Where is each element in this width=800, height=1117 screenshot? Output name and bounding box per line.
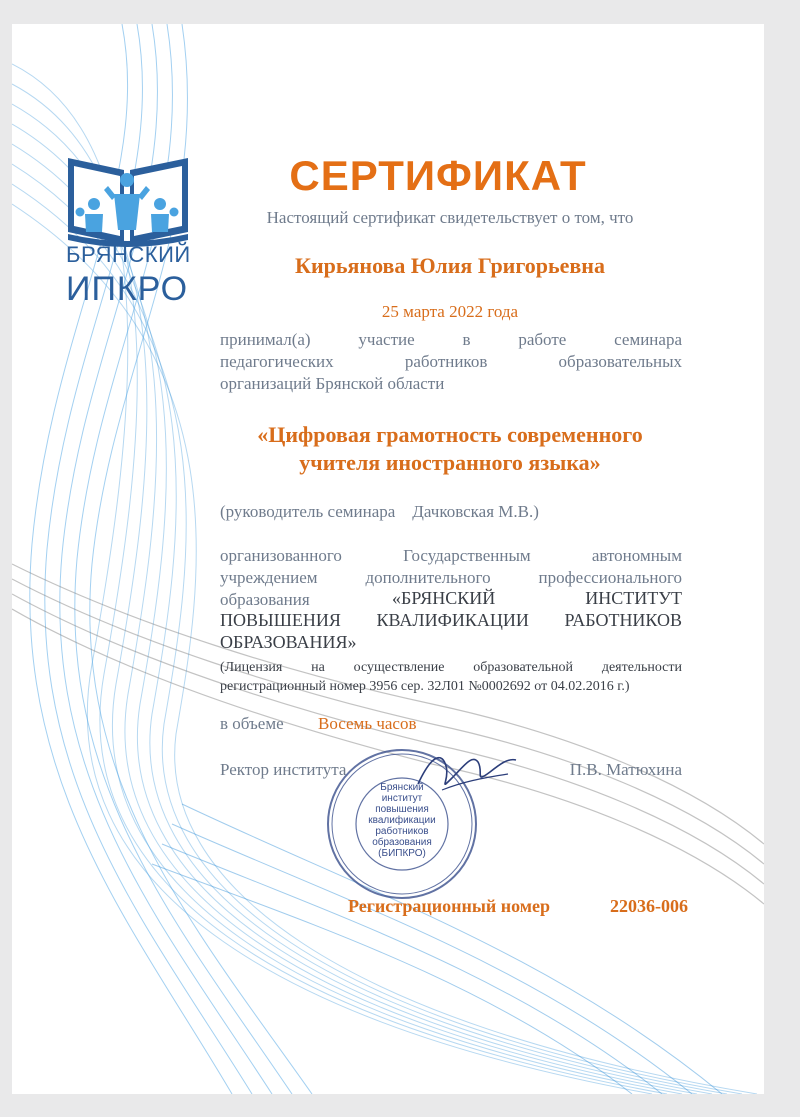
volume-value: Восемь часов [318, 714, 417, 733]
stamp-line1: Брянский [380, 782, 424, 793]
stamp-line5: работников [375, 826, 429, 837]
participation-line2: педагогических работников образовательных [220, 352, 682, 371]
seminar-title-line1: «Цифровая грамотность современного [257, 422, 643, 447]
organizer-line2: учреждением дополнительного профессионального [220, 568, 682, 587]
intro-text: Настоящий сертификат свидетельствует о том, что [266, 208, 634, 227]
recipient-name: Кирьянова Юлия Григорьевна [295, 253, 605, 278]
license-line2: регистрационный номер 3956 сер. 32Л01 №0002692 от 04.02.2016 г.) [220, 679, 630, 694]
rector-name: П.В. Матюхина [569, 760, 682, 779]
rector-label: Ректор института [220, 760, 347, 779]
organizer-line4: ПОВЫШЕНИЯ КВАЛИФИКАЦИИ РАБОТНИКОВ [220, 610, 682, 630]
rector-signature [412, 744, 522, 804]
stamp-line6: образования [372, 837, 432, 848]
license-line1: (Лицензия на осуществление образовательной деятельности [220, 660, 682, 675]
organizer-line5: ОБРАЗОВАНИЯ» [220, 632, 357, 652]
stamp-line3: повышения [375, 804, 429, 815]
stamp-line7: (БИПКРО) [378, 848, 426, 859]
date-text: 25 марта 2022 года [381, 302, 519, 321]
logo-text-line2: ИПКРО [66, 270, 189, 308]
seminar-leader: (руководитель семинара Дачковская М.В.) [220, 502, 539, 521]
organizer-line3a: образования [220, 590, 310, 609]
organizer-line1: организованного Государственным автономным [220, 546, 682, 565]
participation-line1: принимал(а) участие в работе семинара [220, 330, 682, 349]
stamp-line4: квалификации [368, 815, 436, 826]
seminar-title-line2: учителя иностранного языка» [299, 450, 601, 475]
registration-number: 22036-006 [610, 896, 688, 916]
registration-label: Регистрационный номер [348, 896, 551, 916]
volume-label: в объеме [220, 714, 284, 733]
organizer-line3b: «БРЯНСКИЙ ИНСТИТУТ [392, 588, 682, 608]
logo-text-line1: БРЯНСКИЙ [66, 242, 191, 267]
participation-line3: организаций Брянской области [220, 374, 445, 393]
certificate-page [12, 24, 764, 1094]
certificate-title: СЕРТИФИКАТ [289, 152, 587, 199]
stamp-line2: институт [381, 793, 423, 804]
